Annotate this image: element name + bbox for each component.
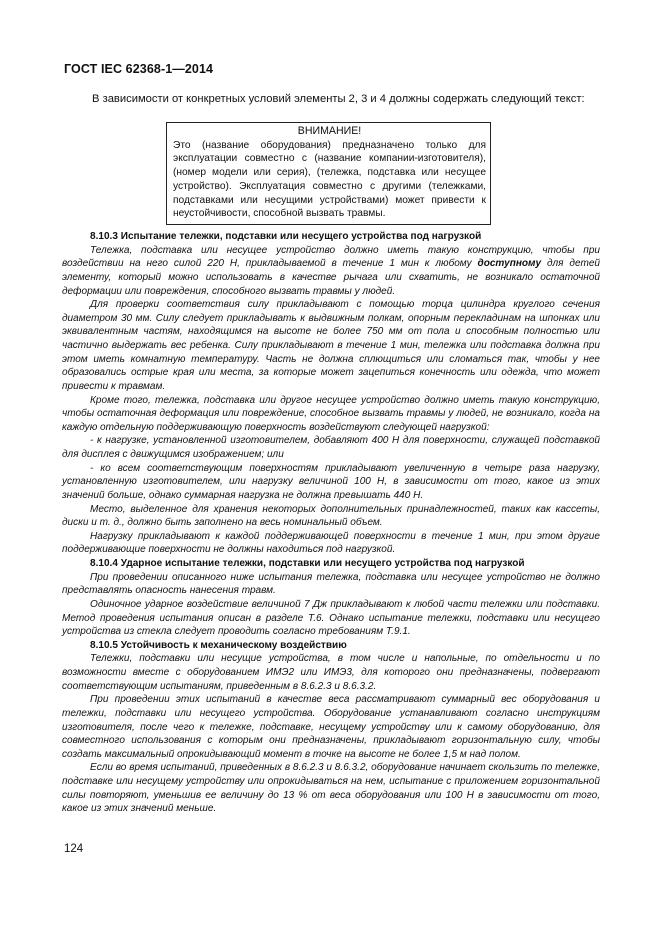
warning-title: ВНИМАНИЕ! <box>297 125 362 137</box>
paragraph <box>62 244 600 299</box>
list-item: - к нагрузке, установленной изготовителем, добавляют 400 Н для поверхности, служащей подставкой для дисплея с движущимся изображением; или <box>62 435 600 460</box>
paragraph-text: Тележка, подставка или несущее устройство должно иметь такую конструкцию, чтобы при воздействии на него силой 220 Н, прикладываемой в течение 1 мин к любому <box>62 244 600 270</box>
paragraph: Место, выделенное для хранения некоторых дополнительных принадлежностей, таких как кассеты, диски и т. д., должно быть заполнено на весь номинальный объем. <box>62 503 600 529</box>
paragraph: Для проверки соответствия силу прикладывают с помощью торца цилиндра круглого сечения диаметром 30 мм. Силу следует прикладывать к выдвижным полкам, опорным перекладинам на шпонках или эквивалентным частям, находящимся на высоте не более 750 мм от пола и способным полностью или частично выдержать вес ребенка. Силу прикладывают в течение 1 мин, тележка или подставка должна при этом иметь комнатную температуру. Часть не должна сплющиться или сломаться так, чтобы у нее образовались острые края или места, за которые может зацепиться конечность или одежда, что может привести к травмам. <box>62 299 600 392</box>
paragraph: При проведении описанного ниже испытания тележка, подставка или несущее устройство не должно представлять опасность нанесения травм. <box>62 571 600 597</box>
intro-text: В зависимости от конкретных условий элементы 2, 3 и 4 должны содержать следующий текст: <box>92 93 585 105</box>
section-heading-8-10-5: 8.10.5 Устойчивость к механическому воздействию <box>90 639 347 651</box>
paragraph: Нагрузку прикладывают к каждой поддерживающей поверхности в течение 1 мин, при этом другие поддерживающие поверхности не должны находиться под нагрузкой. <box>62 530 600 556</box>
page-number: 124 <box>64 843 84 855</box>
section-heading-8-10-4: 8.10.4 Ударное испытание тележки, подставки или несущего устройства под нагрузкой <box>90 558 525 569</box>
paragraph: Кроме того, тележка, подставка или другое несущее устройство должно иметь такую конструкцию, чтобы остаточная деформация или повреждение, способное вызвать травмы у людей, не возникало, когда на каждую отдельную поддерживающую поверхность воздействуют следующей нагрузкой: <box>62 394 600 433</box>
document-body <box>62 230 600 816</box>
warning-text: Это (название оборудования) предназначено только для эксплуатации совместно с (название компании-изготовителя), (номер модели или серия), (тележка, подставка или несущее устройство). Эксплуатация совместно с другими (тележками, подставками или несущими устройствами) может привести к неустойчивости, способной вызвать травмы. <box>173 139 486 220</box>
paragraph: Одиночное ударное воздействие величиной 7 Дж прикладывают к любой части тележки или подставки. Метод проведения испытания описан в разделе Т.6. Однако испытание тележки, подставки или несущего устройства из стекла следует проводить согласно требованиям Т.9.1. <box>62 598 600 638</box>
section-heading-8-10-3: 8.10.3 Испытание тележки, подставки или несущего устройства под нагрузкой <box>90 231 482 242</box>
paragraph-emphasis: доступному <box>477 258 542 270</box>
paragraph: Если во время испытаний, приведенных в 8.6.2.3 и 8.6.3.2, оборудование начинает скользить по тележке, подставке или несущему устройству или опрокидываться на нем, испытание с приложением горизонтальной силы повторяют, уменьшив ее величину до 13 % от веса оборудования или 100 Н в зависимости от того, какое из этих значений меньше. <box>62 762 600 815</box>
list-item: - ко всем соответствующим поверхностям прикладывают увеличенную в четыре раза нагрузку, установленную изготовителем, или нагрузку величиной 100 Н, в зависимости от того, какое из этих значений больше, однако суммарная нагрузка не должна превышать 440 Н. <box>62 462 600 501</box>
standard-code: ГОСТ IEC 62368-1—2014 <box>64 62 214 76</box>
paragraph-text: для детей элементу, который можно использовать в качестве рычага или схватить, не возникало остаточной деформации или повреждения, способного вызвать травмы у людей. <box>62 258 600 297</box>
paragraph: При проведении этих испытаний в качестве веса рассматривают суммарный вес оборудования и тележки, подставки или несущего устройства. Оборудование устанавливают согласно инструкциям изготовителя, после чего к тележке, подставке, несущему устройству или к самому оборудованию, для совместного использования с которым они предназначены, прикладывают горизонтальную силу, чтобы создать максимальный опрокидывающий момент в точке на высоте не более 1,5 м над полом. <box>62 694 600 760</box>
paragraph: Тележки, подставки или несущие устройства, в том числе и напольные, по отдельности и по возможности вместе с оборудованием ИМЭ2 или ИМЭ3, для которого они предназначены, подвергают соответствующим испытаниям, приведенным в 8.6.2.3 и 8.6.3.2. <box>62 653 600 692</box>
warning-box <box>166 122 491 225</box>
